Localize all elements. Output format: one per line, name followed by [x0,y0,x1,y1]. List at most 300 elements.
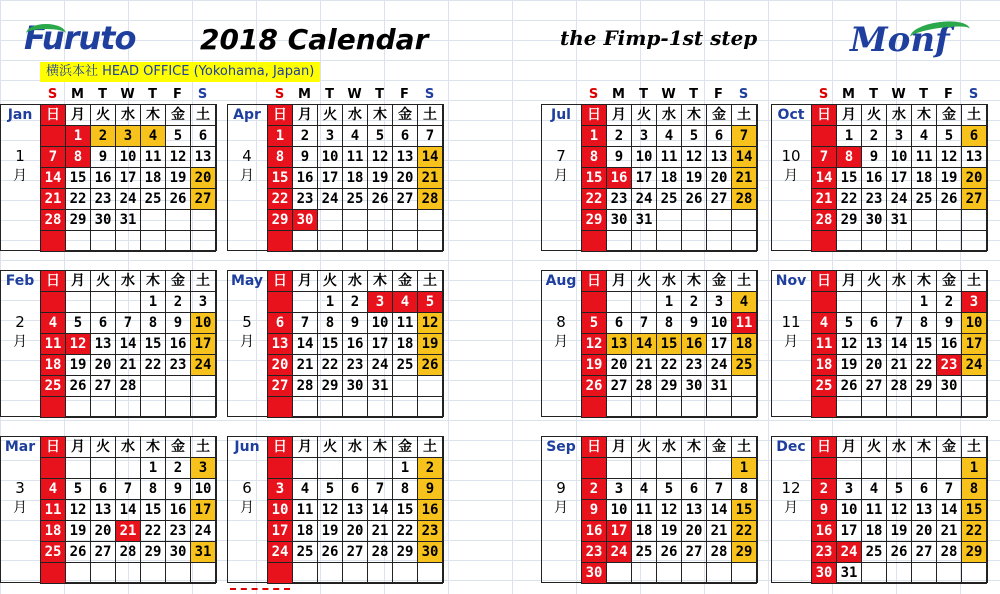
empty-cell [962,563,987,584]
empty-cell [343,397,368,418]
weekday-header: 金 [937,271,962,292]
weekday-header: 土 [418,105,443,126]
weekday-letter: F [714,87,723,102]
weekday-letter: T [148,87,157,102]
day-cell: 11 [632,500,657,521]
day-cell: 9 [293,147,318,168]
weekday-header: 月 [66,437,91,458]
day-cell: 29 [66,210,91,231]
day-cell: 27 [343,542,368,563]
day-cell: 23 [607,189,632,210]
empty-cell [116,292,141,313]
day-cell: 27 [912,542,937,563]
empty-cell [116,563,141,584]
weekday-letter: T [639,87,648,102]
month-kanji: 月 [13,334,27,350]
day-cell: 15 [912,334,937,355]
empty-cell [962,397,987,418]
empty-cell [607,563,632,584]
empty-cell [732,397,757,418]
furuto-logo [24,20,166,56]
day-cell: 1 [141,458,166,479]
weekday-header: 木 [368,437,393,458]
day-cell: 26 [887,542,912,563]
day-cell: 31 [116,210,141,231]
day-cell: 21 [937,521,962,542]
day-cell: 7 [41,147,66,168]
empty-cell [707,210,732,231]
day-cell: 5 [937,126,962,147]
day-cell: 26 [318,542,343,563]
weekday-letter: M [612,87,625,102]
empty-cell [368,231,393,252]
empty-cell [707,397,732,418]
day-cell: 25 [393,355,418,376]
day-cell: 7 [116,479,141,500]
month-block-jul [541,86,761,251]
month-name: Sep [546,439,576,455]
weekday-header: 月 [607,437,632,458]
empty-cell [191,563,216,584]
day-cell: 25 [862,542,887,563]
weekday-letter: W [120,87,135,102]
month-kanji: 月 [554,334,568,350]
empty-cell [912,397,937,418]
weekday-letter: S [424,87,435,102]
day-cell: 12 [418,313,443,334]
weekday-header: 水 [343,437,368,458]
day-cell: 4 [41,313,66,334]
weekday-header: 木 [368,271,393,292]
day-cell: 3 [191,458,216,479]
weekday-letter: T [689,87,698,102]
weekday-letter: F [400,87,409,102]
empty-cell [657,231,682,252]
month-kanji: 月 [240,500,254,516]
day-cell: 7 [368,479,393,500]
empty-cell [293,397,318,418]
empty-cell [632,563,657,584]
day-cell: 8 [393,479,418,500]
empty-cell [657,397,682,418]
day-cell: 14 [887,334,912,355]
month-block-oct [771,86,991,251]
day-cell: 27 [393,189,418,210]
day-cell: 28 [293,376,318,397]
weekday-header: 月 [607,271,632,292]
day-cell: 30 [682,376,707,397]
day-grid [267,436,443,584]
day-cell: 8 [732,479,757,500]
day-cell: 14 [293,334,318,355]
weekday-header: 日 [268,437,293,458]
day-cell: 23 [293,189,318,210]
day-cell: 17 [962,334,987,355]
weekday-header: 水 [887,437,912,458]
day-cell: 19 [66,355,91,376]
empty-cell [582,292,607,313]
weekday-header: 土 [418,437,443,458]
day-cell: 2 [418,458,443,479]
day-cell: 11 [41,500,66,521]
empty-cell [418,231,443,252]
day-cell: 15 [582,168,607,189]
month-kanji: 月 [13,500,27,516]
empty-cell [582,231,607,252]
day-cell: 9 [607,147,632,168]
day-cell: 5 [657,479,682,500]
day-cell: 11 [393,313,418,334]
day-cell: 3 [837,479,862,500]
day-cell: 15 [393,500,418,521]
day-cell: 2 [166,458,191,479]
month-number: 8 [556,313,566,331]
day-cell: 10 [632,147,657,168]
empty-cell [962,210,987,231]
day-cell: 8 [837,147,862,168]
day-cell: 16 [166,334,191,355]
day-cell: 6 [912,479,937,500]
day-cell: 20 [343,521,368,542]
empty-cell [837,231,862,252]
day-cell: 6 [343,479,368,500]
day-cell: 5 [682,126,707,147]
empty-cell [268,292,293,313]
month-block-aug [541,252,761,417]
day-cell: 9 [682,313,707,334]
empty-cell [632,397,657,418]
weekday-letter: M [71,87,84,102]
weekday-header: 木 [682,271,707,292]
weekday-header: 火 [91,437,116,458]
weekday-header: 水 [657,105,682,126]
weekday-header: 月 [293,105,318,126]
day-cell: 10 [268,500,293,521]
weekday-letter: S [588,87,599,102]
day-cell: 18 [912,168,937,189]
day-cell: 7 [418,126,443,147]
day-cell: 5 [318,479,343,500]
empty-cell [318,231,343,252]
empty-cell [91,397,116,418]
day-cell: 22 [912,355,937,376]
weekday-header: 月 [837,437,862,458]
day-cell: 9 [862,147,887,168]
weekday-header: 日 [268,105,293,126]
empty-cell [732,210,757,231]
empty-cell [66,563,91,584]
weekday-header: 火 [862,271,887,292]
weekday-header: 火 [862,437,887,458]
day-cell: 24 [632,189,657,210]
empty-cell [837,458,862,479]
empty-cell [812,397,837,418]
empty-cell [837,292,862,313]
month-number: 2 [15,313,25,331]
day-grid [581,436,757,584]
day-cell: 6 [682,479,707,500]
day-cell: 27 [962,189,987,210]
day-cell: 28 [707,542,732,563]
day-cell: 10 [191,313,216,334]
day-cell: 5 [166,126,191,147]
day-cell: 7 [632,313,657,334]
month-kanji: 月 [13,168,27,184]
month-block-dec [771,418,991,583]
empty-cell [318,458,343,479]
empty-cell [166,397,191,418]
day-cell: 15 [268,168,293,189]
day-cell: 13 [607,334,632,355]
weekday-header: 火 [318,437,343,458]
day-cell: 21 [368,521,393,542]
day-cell: 20 [191,168,216,189]
empty-cell [166,231,191,252]
day-cell: 1 [912,292,937,313]
day-cell: 27 [268,376,293,397]
empty-cell [887,292,912,313]
day-cell: 2 [862,126,887,147]
day-cell: 28 [937,542,962,563]
day-cell: 14 [937,500,962,521]
day-cell: 8 [657,313,682,334]
day-cell: 18 [141,168,166,189]
weekday-header: 金 [707,271,732,292]
day-cell: 29 [912,376,937,397]
empty-cell [607,292,632,313]
day-cell: 5 [66,479,91,500]
empty-cell [887,397,912,418]
empty-cell [91,458,116,479]
weekday-header: 木 [682,437,707,458]
day-cell: 11 [41,334,66,355]
day-grid [811,436,987,584]
day-cell: 8 [962,479,987,500]
day-cell: 15 [657,334,682,355]
day-cell: 13 [268,334,293,355]
day-cell: 3 [368,292,393,313]
empty-cell [418,563,443,584]
empty-cell [887,458,912,479]
day-cell: 13 [707,147,732,168]
day-cell: 19 [166,168,191,189]
day-cell: 14 [41,168,66,189]
day-cell: 23 [418,521,443,542]
day-cell: 13 [393,147,418,168]
empty-cell [141,397,166,418]
day-cell: 17 [837,521,862,542]
day-cell: 17 [318,168,343,189]
month-kanji: 月 [554,168,568,184]
day-cell: 25 [343,189,368,210]
day-cell: 16 [812,521,837,542]
day-cell: 20 [962,168,987,189]
weekday-header: 土 [962,271,987,292]
day-cell: 22 [141,521,166,542]
empty-cell [141,376,166,397]
day-cell: 12 [657,500,682,521]
empty-cell [962,231,987,252]
month-kanji: 月 [784,168,798,184]
weekday-letter: S [274,87,285,102]
day-cell: 26 [418,355,443,376]
day-cell: 4 [41,479,66,500]
weekday-header: 金 [707,105,732,126]
day-cell: 13 [682,500,707,521]
weekday-letter-row [40,86,215,104]
empty-cell [268,397,293,418]
empty-cell [862,563,887,584]
empty-cell [166,376,191,397]
day-cell: 6 [962,126,987,147]
day-cell: 12 [887,500,912,521]
empty-cell [393,376,418,397]
day-cell: 3 [607,479,632,500]
monf-logo-text: Monf [850,20,950,60]
day-cell: 10 [837,500,862,521]
day-cell: 15 [66,168,91,189]
weekday-header: 木 [912,437,937,458]
day-cell: 24 [191,355,216,376]
empty-cell [66,231,91,252]
day-cell: 5 [368,126,393,147]
weekday-header: 火 [318,271,343,292]
day-cell: 19 [368,168,393,189]
day-cell: 8 [582,147,607,168]
month-block-may [227,252,447,417]
day-cell: 4 [912,126,937,147]
day-cell: 5 [582,313,607,334]
weekday-header: 水 [116,105,141,126]
weekday-header: 水 [887,271,912,292]
weekday-header: 水 [887,105,912,126]
day-cell: 18 [632,521,657,542]
day-cell: 12 [837,334,862,355]
day-cell: 8 [141,313,166,334]
day-cell: 18 [657,168,682,189]
day-cell: 2 [343,292,368,313]
day-cell: 1 [318,292,343,313]
day-cell: 10 [191,479,216,500]
day-cell: 10 [887,147,912,168]
empty-cell [66,292,91,313]
empty-cell [66,397,91,418]
weekday-header: 月 [607,105,632,126]
day-cell: 17 [116,168,141,189]
weekday-header: 火 [862,105,887,126]
day-cell: 27 [707,189,732,210]
empty-cell [318,563,343,584]
weekday-header: 木 [141,105,166,126]
weekday-header: 金 [166,437,191,458]
day-cell: 9 [343,313,368,334]
day-cell: 4 [632,479,657,500]
bottom-marker [230,588,290,594]
month-number: 12 [781,479,801,497]
day-cell: 22 [268,189,293,210]
empty-cell [293,563,318,584]
weekday-header: 金 [393,105,418,126]
day-cell: 7 [937,479,962,500]
day-cell: 26 [937,189,962,210]
day-cell: 31 [191,542,216,563]
day-cell: 8 [912,313,937,334]
day-cell: 26 [166,189,191,210]
empty-cell [141,231,166,252]
day-cell: 18 [343,168,368,189]
month-number: 9 [556,479,566,497]
weekday-header: 水 [657,271,682,292]
weekday-header: 日 [41,105,66,126]
month-block-apr [227,86,447,251]
day-cell: 17 [707,334,732,355]
day-grid [267,104,443,252]
day-cell: 20 [912,521,937,542]
day-cell: 28 [812,210,837,231]
day-cell: 30 [166,542,191,563]
day-cell: 1 [732,458,757,479]
weekday-header: 水 [343,105,368,126]
swoosh-icon [26,24,66,43]
day-cell: 13 [962,147,987,168]
day-cell: 13 [91,334,116,355]
weekday-header: 日 [41,271,66,292]
empty-cell [343,210,368,231]
weekday-header: 金 [937,105,962,126]
day-cell: 2 [937,292,962,313]
empty-cell [732,231,757,252]
day-cell: 12 [166,147,191,168]
empty-cell [657,210,682,231]
day-cell: 1 [66,126,91,147]
month-number: 6 [242,479,252,497]
slogan: the Fimp-1st step [560,26,758,50]
month-kanji: 月 [784,334,798,350]
weekday-header: 木 [682,105,707,126]
month-name: Jun [234,439,260,455]
month-number: 3 [15,479,25,497]
empty-cell [862,231,887,252]
day-cell: 21 [116,355,141,376]
day-cell: 9 [166,313,191,334]
day-cell: 3 [707,292,732,313]
day-cell: 16 [343,334,368,355]
empty-cell [632,292,657,313]
day-cell: 7 [707,479,732,500]
empty-cell [368,458,393,479]
day-cell: 23 [582,542,607,563]
month-name: Aug [545,273,577,289]
weekday-header: 木 [141,271,166,292]
day-cell: 26 [582,376,607,397]
day-cell: 24 [318,189,343,210]
day-cell: 22 [141,355,166,376]
day-cell: 11 [657,147,682,168]
weekday-header: 土 [962,105,987,126]
day-cell: 28 [41,210,66,231]
day-cell: 26 [837,376,862,397]
empty-cell [41,563,66,584]
day-cell: 28 [732,189,757,210]
day-cell: 9 [166,479,191,500]
weekday-header: 水 [116,271,141,292]
day-cell: 21 [707,521,732,542]
day-cell: 30 [418,542,443,563]
day-cell: 23 [166,521,191,542]
day-cell: 9 [91,147,116,168]
day-cell: 25 [293,542,318,563]
month-block-jan [0,86,220,251]
